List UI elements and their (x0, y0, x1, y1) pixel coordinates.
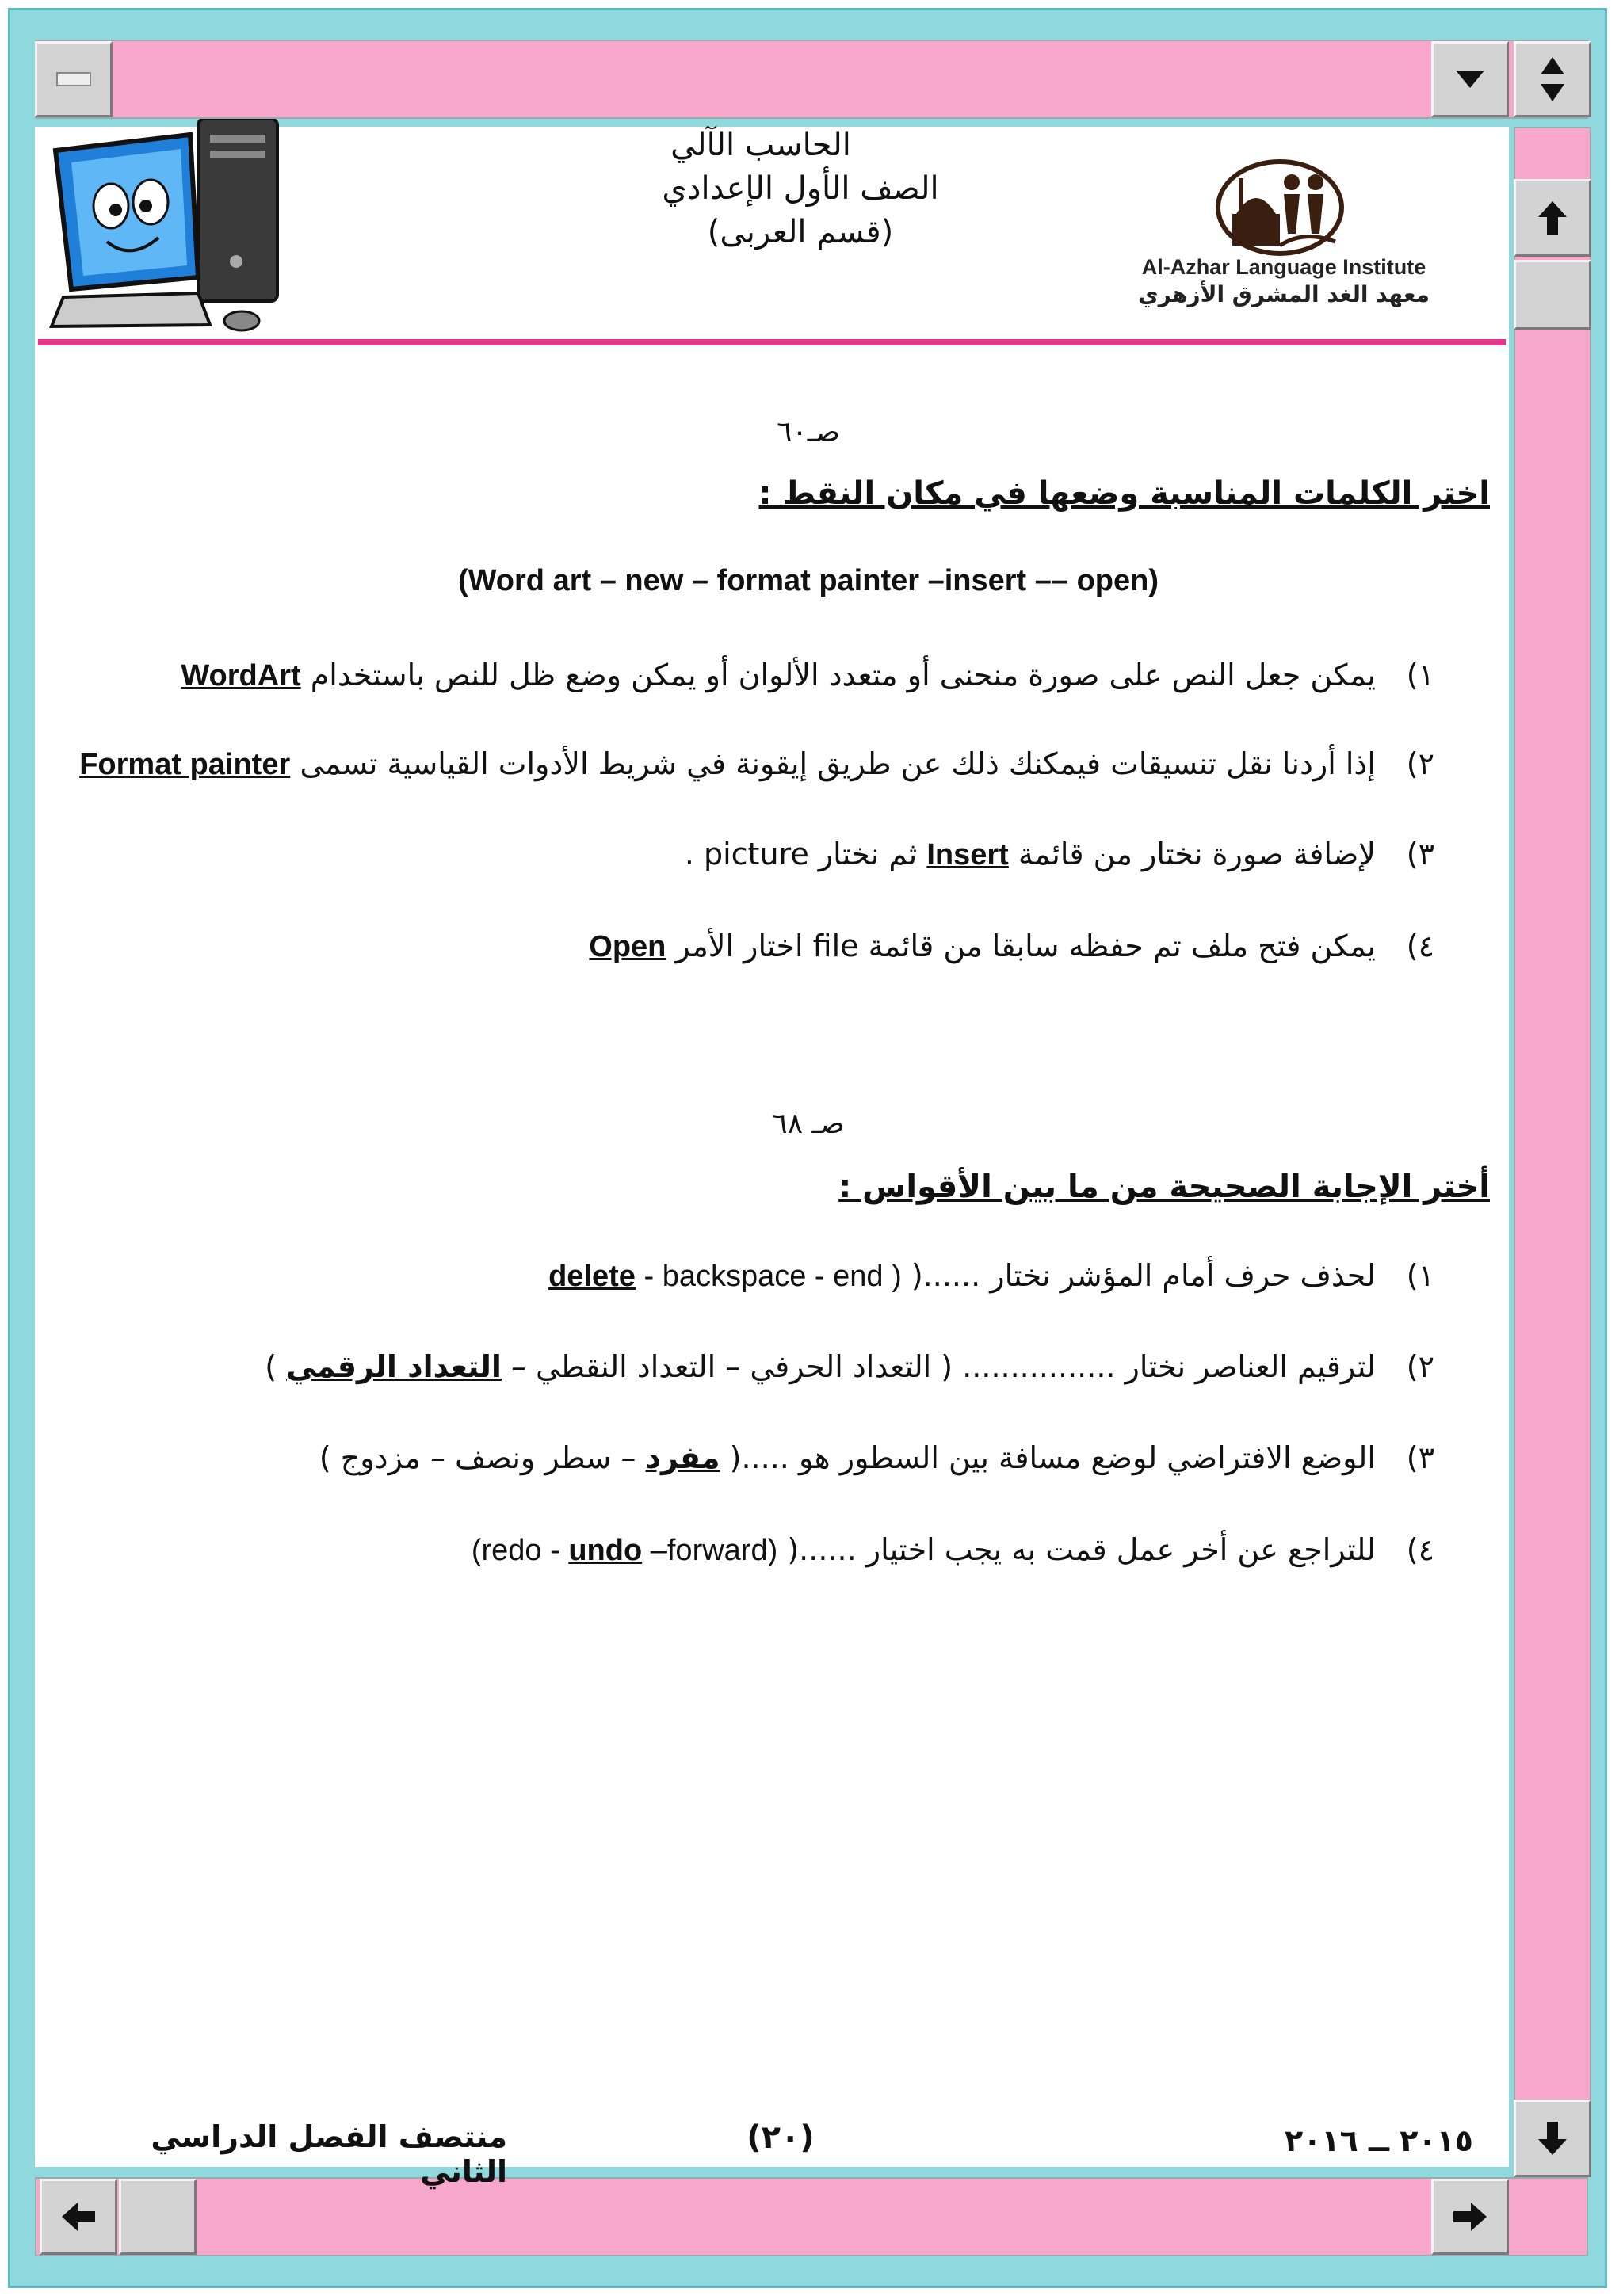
subject-title: الحاسب الآلي (670, 127, 851, 163)
item-tail: ثم نختار picture . (684, 837, 918, 871)
updown-arrows-icon (1539, 55, 1566, 103)
item-text: الوضع الافتراضي لوضع مسافة بين السطور هو .....( (729, 1440, 1376, 1475)
fill-item (589, 929, 1434, 964)
item-number: ١) (1406, 1258, 1434, 1293)
logo-english-name: Al-Azhar Language Institute (1141, 255, 1426, 279)
choice-item (319, 1440, 1434, 1475)
up-arrow-icon (1537, 200, 1568, 236)
item-choices (548, 1260, 902, 1293)
header-divider (38, 339, 1506, 345)
item-text: إذا أردنا نقل تنسيقات فيمكنك ذلك عن طريق إيقونة في شريط الأدوات القياسية تسمى (300, 746, 1376, 781)
minimize-icon (56, 72, 91, 86)
logo-arabic-name: معهد الغد المشرق الأزهري (1137, 281, 1430, 307)
item-number: ٢) (1406, 746, 1434, 781)
section1-page-ref: صـ٦٠ (777, 416, 840, 448)
dropdown-arrow-icon (1454, 67, 1486, 91)
scroll-right-button[interactable] (1431, 2179, 1509, 2255)
scroll-down-button[interactable] (1514, 2100, 1591, 2177)
scroll-thumb[interactable] (1514, 260, 1591, 330)
item-tail: – سطر ونصف – مزدوج ) (319, 1440, 636, 1475)
item-text: يمكن جعل النص على صورة منحنى أو متعدد الألوان أو يمكن وضع ظل للنص باستخدام (310, 658, 1376, 692)
section2-instruction: أختر الإجابة الصحيحة من ما بين الأقواس : (838, 1169, 1490, 1205)
down-arrow-icon (1537, 2120, 1568, 2157)
item-text: يمكن فتح ملف تم حفظه سابقا من قائمة file اختار الأمر (675, 929, 1376, 963)
item-answer: delete (548, 1260, 636, 1293)
section-title: (قسم العربى) (707, 214, 894, 250)
institute-logo (1133, 158, 1434, 317)
vertical-scrollbar[interactable] (1514, 127, 1591, 2167)
horizontal-scroll-thumb[interactable] (119, 2179, 197, 2255)
section2-page-ref: صـ ٦٨ (772, 1108, 845, 1140)
item-answer: Open (589, 930, 666, 963)
word-bank: (Word art – new – format painter –insert –– open) (457, 564, 1159, 597)
horizontal-scrollbar[interactable] (35, 2177, 1588, 2256)
choice-item (265, 1349, 1434, 1384)
item-number: ٢) (1406, 1349, 1434, 1384)
item-answer: WordArt (181, 659, 301, 692)
item-number: ٣) (1406, 1440, 1434, 1475)
item-text: لترقيم العناصر نختار ................ ( التعداد الحرفي – التعداد النقطي – (510, 1349, 1376, 1384)
right-arrow-icon (1452, 2201, 1488, 2233)
fill-item (79, 746, 1434, 782)
item-number: ٣) (1406, 837, 1434, 871)
item-answer: مفرد (645, 1440, 720, 1475)
scroll-left-button[interactable] (40, 2179, 117, 2255)
spin-button[interactable] (1514, 41, 1591, 117)
dropdown-button[interactable] (1431, 41, 1509, 117)
item-answer: Insert (926, 838, 1009, 871)
computer-mascot-icon (40, 119, 293, 333)
item-answer: التعداد الرقمي (286, 1349, 502, 1384)
item-text: لإضافة صورة نختار من قائمة (1018, 837, 1376, 871)
top-bar (35, 40, 1588, 119)
fill-item (685, 837, 1434, 872)
item-number: ٤) (1406, 1532, 1434, 1567)
section1-instruction: اختر الكلمات المناسبة وضعها في مكان النقط : (758, 475, 1490, 512)
item-answer: undo (568, 1534, 643, 1567)
item-number: ١) (1406, 658, 1434, 692)
item-choices: (redo - undo –forward) (471, 1534, 778, 1567)
item-tail: ) (265, 1349, 277, 1384)
grade-title: الصف الأول الإعدادي (662, 170, 939, 207)
item-number: ٤) (1406, 929, 1434, 963)
item-answer: Format painter (79, 748, 291, 781)
item-text: للتراجع عن أخر عمل قمت به يجب اختيار ......( (787, 1532, 1376, 1567)
choice-item (548, 1258, 1434, 1294)
footer-year: ٢٠١٥ ــ ٢٠١٦ (1285, 2123, 1473, 2158)
left-arrow-icon (60, 2201, 97, 2233)
minimize-button[interactable] (35, 41, 113, 117)
choice-item (472, 1532, 1434, 1568)
fill-item (181, 658, 1434, 693)
item-text: لحذف حرف أمام المؤشر نختار ......( (911, 1258, 1376, 1293)
footer-term: منتصف الفصل الدراسي الثاني (151, 2119, 507, 2189)
item-tail: - backspace - end ) (635, 1260, 902, 1293)
institute-emblem-icon (1201, 158, 1359, 261)
scroll-up-button[interactable] (1514, 179, 1591, 257)
footer-page-number: (٢٠) (747, 2119, 815, 2156)
